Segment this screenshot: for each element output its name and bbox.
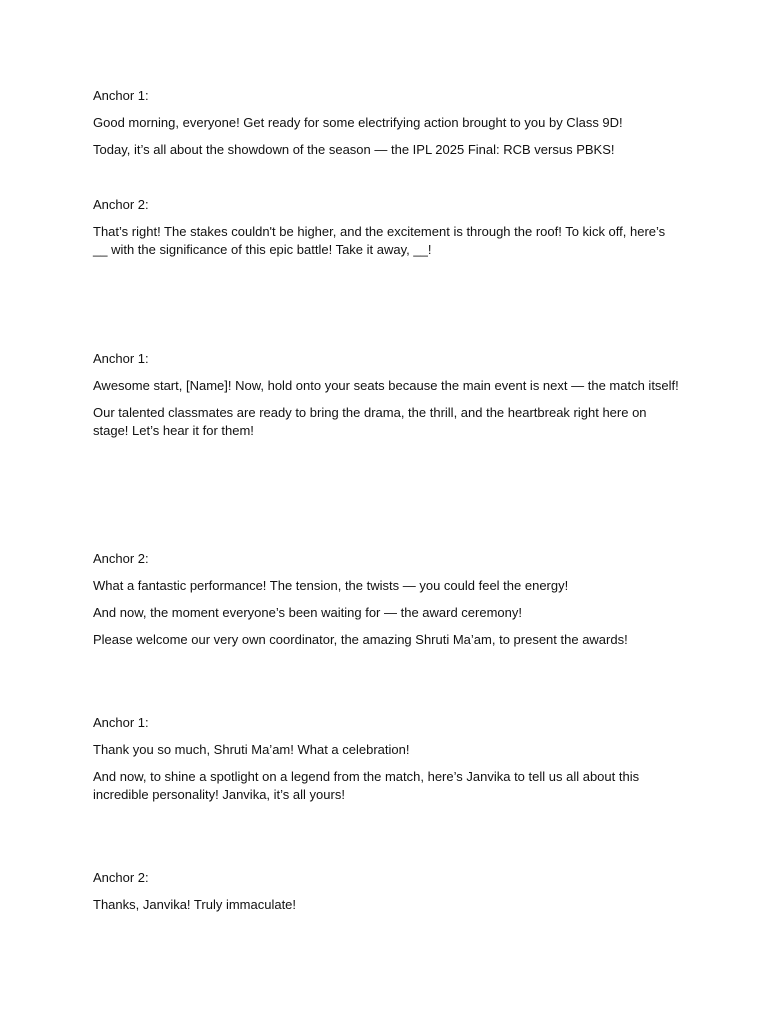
paragraph: What a fantastic performance! The tension, the twists — you could feel the energy! <box>93 578 569 593</box>
speaker-label: Anchor 2: <box>93 870 149 885</box>
section-anchor-1-spotlight <box>93 714 683 804</box>
speaker-label: Anchor 2: <box>93 551 149 566</box>
speaker-label: Anchor 1: <box>93 88 149 103</box>
section-anchor-2-kickoff <box>93 196 683 259</box>
section-anchor-2-closing <box>93 869 683 914</box>
speaker-label: Anchor 1: <box>93 715 149 730</box>
paragraph: Our talented classmates are ready to bring the drama, the thrill, and the heartbreak right here on stage! Let’s hear it for them! <box>93 405 647 438</box>
paragraph: Thank you so much, Shruti Ma’am! What a celebration! <box>93 742 410 757</box>
paragraph: That’s right! The stakes couldn't be higher, and the excitement is through the roof! To kick off, here’s __ with the significance of this epic battle! Take it away, __! <box>93 224 666 257</box>
section-anchor-2-awards <box>93 550 683 649</box>
paragraph: And now, the moment everyone’s been waiting for — the award ceremony! <box>93 605 522 620</box>
paragraph: And now, to shine a spotlight on a legend from the match, here’s Janvika to tell us all about this incredible personality! Janvika, it’s all yours! <box>93 769 640 802</box>
paragraph: Today, it’s all about the showdown of the season — the IPL 2025 Final: RCB versus PBKS! <box>93 142 615 157</box>
paragraph: Please welcome our very own coordinator, the amazing Shruti Ma’am, to present the awards! <box>93 632 628 647</box>
section-anchor-1-match <box>93 350 683 440</box>
speaker-label: Anchor 2: <box>93 197 149 212</box>
paragraph: Good morning, everyone! Get ready for some electrifying action brought to you by Class 9D! <box>93 115 623 130</box>
speaker-label: Anchor 1: <box>93 351 149 366</box>
section-anchor-1-opening <box>93 87 683 159</box>
paragraph: Thanks, Janvika! Truly immaculate! <box>93 897 297 912</box>
paragraph: Awesome start, [Name]! Now, hold onto your seats because the main event is next — the match itself! <box>93 378 679 393</box>
